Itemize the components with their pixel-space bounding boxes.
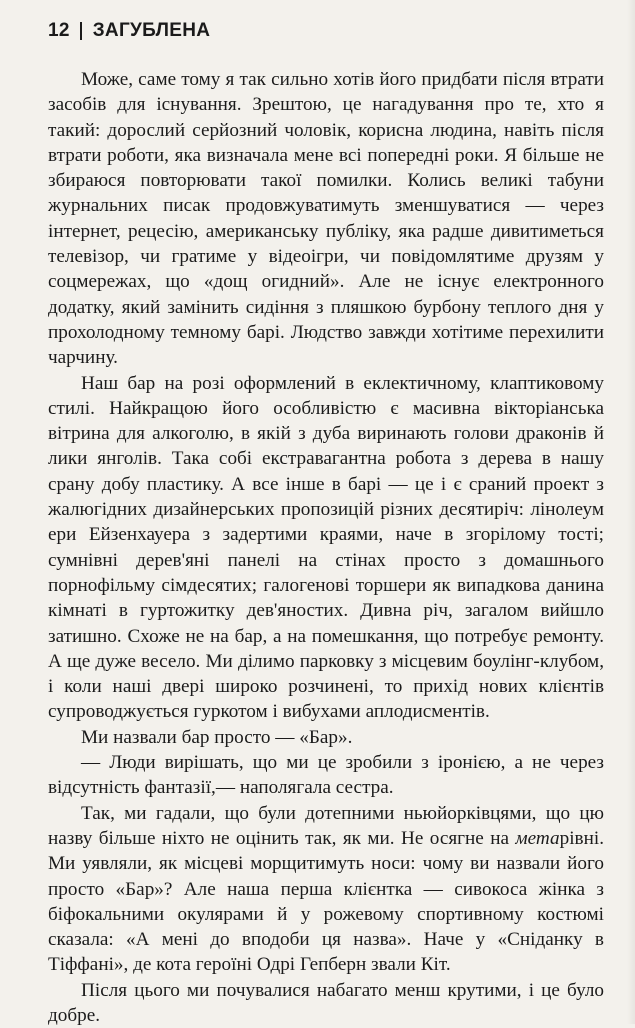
paragraph-5-part-2: рівні. Ми уявляли, як місцеві морщитимуть носи: чому ви назвали його просто «Бар»? Але наша перша клієнтка — сивокоса жінка з біфокальними окулярами й у рожевому спортивному костюмі сказала: «А мені до вподоби ця назва». Наче у «Сніданку в Тіффані», де кота героїні Одрі Гепберн звали Кіт.	[48, 827, 604, 976]
page-number: 12	[48, 20, 70, 41]
page-edge-shadow	[627, 0, 635, 1024]
paragraph-2: Наш бар на розі оформлений в еклектичному, клаптиковому стилі. Найкращою його особливістю є масивна вікторіанська вітрина для алкоголю, в якій з дуба виринають голови драконів й лики янголів. Така собі екстравагантна робота з дерева в нашу срану добу пластику. А все інше в барі — це і є сраний проект з жалюгідних дизайнерських пропозицій різних десятиріч: лінолеум ери Ейзенхауера з задертими краями, наче в згорілому тості; сумнівні дерев'яні панелі на стінах просто з домашнього порнофільму сімдесятих; галогенові торшери як випадкова данина кімнаті в гуртожитку дев'яностих. Дивна річ, загалом вийшло затишно. Схоже не на бар, а на помешкання, що потребує ремонту. А ще дуже весело. Ми ділимо парковку з місцевим боулінг-клубом, і коли наші двері широко розчинені, то прихід нових клієнтів супроводжується гуркотом і вибухами аплодисментів.	[48, 372, 604, 723]
header-separator	[80, 22, 82, 40]
running-header	[48, 20, 210, 42]
paragraph-5-italic: мета	[515, 827, 560, 849]
paragraph-5	[48, 801, 604, 978]
paragraph-3: Ми назвали бар просто — «Бар».	[81, 726, 353, 748]
paragraph-1: Може, саме тому я так сильно хотів його придбати після втрати засобів для існування. Зрештою, це нагадування про те, хто я такий: дорослий серйозний чоловік, корисна людина, навіть після втрати роботи, яка визначала мене всі попередні роки. Я більше не збираюся повторювати такої помилки. Колись великі табуни журнальних писак продовжуватимуть зменшуватися — через інтернет, рецесію, американську публіку, яка радше дивитиметься телевізор, чи гратиме у відеоігри, чи повідомлятиме друзям у соцмережах, що «дощ огидний». Але не існує електронного додатку, який замінить сидіння з пляшкою бурбону теплого дня у прохолодному темному барі. Людство завжди хотітиме перехилити чарчину.	[48, 69, 604, 369]
body-text	[48, 67, 604, 1028]
running-title: ЗАГУБЛЕНА	[92, 20, 211, 41]
paragraph-6: Після цього ми почувалися набагато менш крутими, і це було добре.	[48, 979, 604, 1026]
paragraph-5-part-1: Так, ми гадали, що були дотепними ньюйорківцями, що цю назву більше ніхто не оцінить так, як ми. Не осягне на	[48, 802, 604, 849]
paragraph-4: — Люди вирішать, що ми це зробили з іронією, а не через відсутність фантазії,— наполягала сестра.	[48, 752, 604, 799]
